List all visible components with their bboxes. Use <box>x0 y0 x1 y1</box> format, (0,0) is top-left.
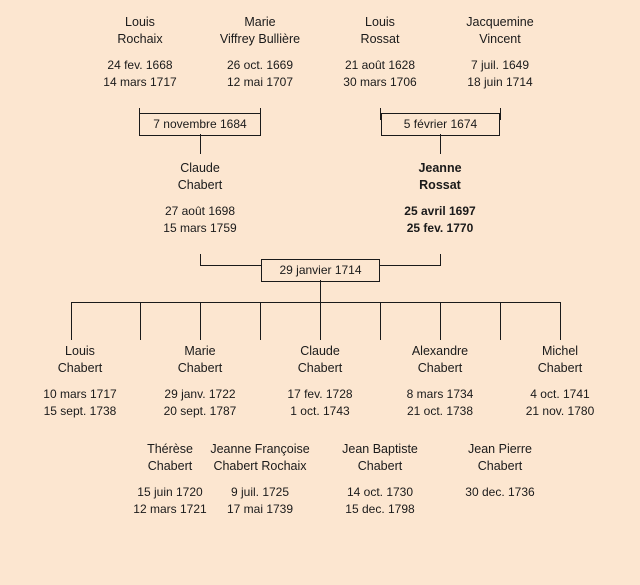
marriage-box-1: 7 novembre 1684 <box>139 113 261 136</box>
person-first-name: Louis <box>365 15 395 29</box>
person-card-marie-viffrey-bulliere <box>197 14 323 91</box>
person-first-name: Alexandre <box>411 344 469 358</box>
person-birth-date: 29 janv. 1722 <box>164 387 236 401</box>
person-death-date: 12 mars 1721 <box>133 502 207 516</box>
person-first-name: Claude <box>300 344 340 358</box>
person-death-date: 15 mars 1759 <box>163 221 237 235</box>
connector-line <box>71 302 72 340</box>
person-birth-date: 27 août 1698 <box>164 204 236 218</box>
person-card-louis-chabert <box>20 343 140 420</box>
person-birth-date: 26 oct. 1669 <box>226 58 294 72</box>
person-birth-date: 30 dec. 1736 <box>465 485 535 499</box>
person-birth-date: 14 oct. 1730 <box>346 485 414 499</box>
marriage-box-3: 29 janvier 1714 <box>261 259 380 282</box>
person-death-date: 18 juin 1714 <box>467 75 533 89</box>
person-birth-date: 9 juil. 1725 <box>230 485 290 499</box>
person-first-name: Jean Pierre <box>468 442 532 456</box>
person-death-date: 1 oct. 1743 <box>290 404 350 418</box>
person-first-name: Marie <box>244 15 276 29</box>
person-first-name: Louis <box>125 15 155 29</box>
person-first-name: Jeanne <box>418 161 462 175</box>
person-card-alexandre-chabert <box>380 343 500 420</box>
sibling-bus-line <box>71 302 561 303</box>
person-card-louis-rochaix <box>80 14 200 91</box>
person-last-name: Chabert <box>57 361 103 375</box>
marriage-box-2: 5 février 1674 <box>381 113 500 136</box>
connector-line <box>440 302 441 340</box>
person-birth-date: 7 juil. 1649 <box>470 58 530 72</box>
person-last-name: Vincent <box>479 32 521 46</box>
person-first-name: Claude <box>180 161 220 175</box>
person-card-claude-chabert-child <box>260 343 380 420</box>
person-last-name: Viffrey Bullière <box>219 32 301 46</box>
person-last-name: Rossat <box>419 178 461 192</box>
person-first-name: Michel <box>541 344 579 358</box>
person-first-name: Marie <box>184 344 216 358</box>
person-death-date: 17 mai 1739 <box>226 502 294 516</box>
person-birth-date: 24 fev. 1668 <box>107 58 173 72</box>
person-card-jacquemine-vincent <box>440 14 560 91</box>
person-card-jeanne-francoise-chabert-rochaix <box>196 441 324 518</box>
person-birth-date: 10 mars 1717 <box>43 387 117 401</box>
person-card-claude-chabert-parent <box>140 160 260 237</box>
person-card-jean-baptiste-chabert <box>320 441 440 518</box>
person-death-date: 21 oct. 1738 <box>406 404 474 418</box>
connector-line <box>560 302 561 340</box>
person-first-name: Thérèse <box>147 442 193 456</box>
person-birth-date: 21 août 1628 <box>344 58 416 72</box>
person-last-name: Chabert <box>147 459 193 473</box>
connector-line <box>320 280 321 302</box>
connector-line <box>200 134 201 154</box>
person-first-name: Jeanne Françoise <box>210 442 310 456</box>
person-death-date: 12 mai 1707 <box>226 75 294 89</box>
person-last-name: Chabert <box>177 361 223 375</box>
connector-line <box>260 302 261 340</box>
person-last-name: Chabert <box>297 361 343 375</box>
person-card-michel-chabert <box>500 343 620 420</box>
person-last-name: Chabert <box>357 459 403 473</box>
person-last-name: Chabert <box>477 459 523 473</box>
person-first-name: Louis <box>65 344 95 358</box>
connector-line <box>200 302 201 340</box>
person-death-date: 15 sept. 1738 <box>43 404 117 418</box>
person-card-louis-rossat <box>320 14 440 91</box>
person-birth-date: 17 fev. 1728 <box>287 387 353 401</box>
connector-line <box>380 302 381 340</box>
person-last-name: Rossat <box>360 32 400 46</box>
person-death-date: 15 dec. 1798 <box>345 502 415 516</box>
person-birth-date: 4 oct. 1741 <box>530 387 590 401</box>
person-birth-date: 25 avril 1697 <box>404 204 476 218</box>
connector-line <box>500 302 501 340</box>
connector-line <box>440 134 441 154</box>
person-first-name: Jean Baptiste <box>342 442 418 456</box>
connector-line <box>320 302 321 340</box>
person-card-marie-chabert <box>140 343 260 420</box>
person-first-name: Jacquemine <box>466 15 534 29</box>
person-death-date: 30 mars 1706 <box>343 75 417 89</box>
person-birth-date: 15 juin 1720 <box>137 485 203 499</box>
person-last-name: Chabert <box>177 178 223 192</box>
person-death-date: 14 mars 1717 <box>103 75 177 89</box>
person-birth-date: 8 mars 1734 <box>406 387 474 401</box>
person-death-date: 25 fev. 1770 <box>406 221 474 235</box>
person-last-name: Chabert <box>537 361 583 375</box>
person-card-jeanne-rossat <box>380 160 500 237</box>
person-last-name: Chabert Rochaix <box>213 459 307 473</box>
person-last-name: Rochaix <box>117 32 163 46</box>
person-death-date: 21 nov. 1780 <box>525 404 595 418</box>
person-card-jean-pierre-chabert <box>440 441 560 501</box>
person-death-date: 20 sept. 1787 <box>163 404 237 418</box>
person-last-name: Chabert <box>417 361 463 375</box>
connector-line <box>140 302 141 340</box>
